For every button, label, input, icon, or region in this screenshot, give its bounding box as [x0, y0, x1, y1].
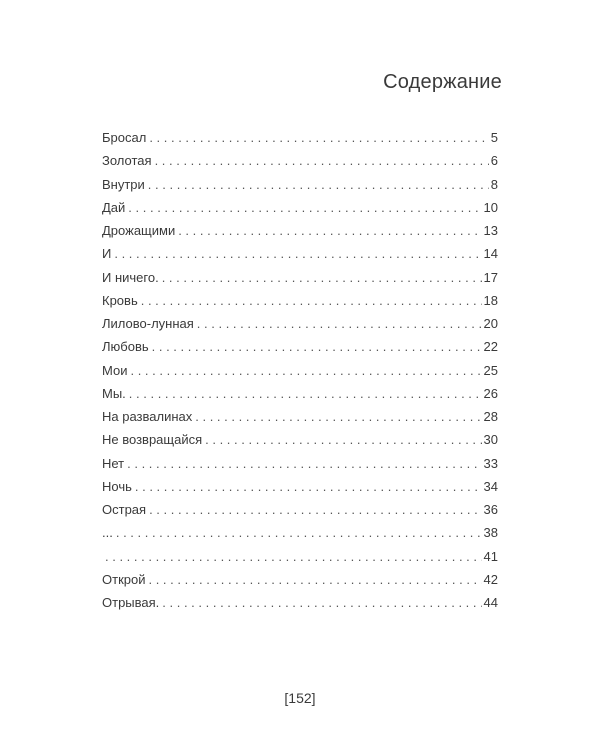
toc-entry-page: 38: [483, 525, 498, 541]
toc-entry: [102, 432, 498, 455]
toc-entry-page: 34: [483, 478, 498, 494]
dot-leader: [128, 200, 481, 215]
toc-entry-page: 13: [483, 223, 498, 238]
toc-entry: [102, 595, 498, 618]
toc-entry: [102, 200, 498, 223]
toc-entry: [102, 386, 498, 409]
toc-entry-page: 42: [483, 571, 498, 587]
toc-entry-page: 20: [483, 316, 498, 331]
dot-leader: [148, 177, 489, 192]
toc-entry: [102, 130, 498, 153]
toc-entry-page: 41: [483, 548, 498, 564]
toc-entry-title: И: [102, 246, 112, 262]
toc-entry-title: Открой: [102, 571, 146, 587]
dot-leader: [155, 153, 489, 168]
toc-entry: [102, 316, 498, 339]
dot-leader: [205, 432, 481, 447]
toc-entry: [102, 153, 498, 176]
table-of-contents: [102, 130, 498, 618]
toc-entry-page: 8: [490, 176, 498, 192]
toc-entry-page: 44: [483, 595, 498, 610]
toc-entry-title: Нет: [102, 455, 125, 471]
toc-entry-title: Бросал: [102, 130, 147, 145]
dot-leader: [195, 409, 481, 424]
page-title: Содержание: [383, 71, 502, 93]
toc-entry-title: Отрывая.: [102, 595, 160, 610]
toc-entry-title: ...: [102, 525, 113, 541]
dot-leader: [197, 316, 482, 331]
toc-entry: [102, 270, 498, 293]
dot-leader: [116, 525, 482, 540]
toc-entry-title: Острая: [102, 502, 147, 517]
toc-entry-title: На развалинах: [102, 409, 193, 424]
toc-entry: [102, 525, 498, 548]
toc-entry: [102, 502, 498, 525]
toc-entry-page: 28: [483, 409, 498, 424]
toc-entry-title: Дай: [102, 199, 126, 215]
toc-entry-page: 22: [483, 339, 498, 355]
toc-entry-title: Не возвращайся: [102, 432, 203, 448]
toc-entry-title: Внутри: [102, 176, 145, 192]
toc-entry-page: 26: [483, 385, 498, 401]
dot-leader: [148, 572, 481, 587]
toc-entry-title: И ничего.: [102, 269, 159, 285]
toc-entry: [102, 223, 498, 246]
toc-entry: [102, 293, 498, 316]
dot-leader: [135, 479, 482, 494]
toc-entry-title: Ночь: [102, 478, 132, 494]
dot-leader: [127, 456, 481, 471]
toc-entry-page: 18: [483, 292, 498, 308]
dot-leader: [105, 549, 482, 564]
toc-entry-page: 25: [483, 362, 498, 378]
toc-entry: [102, 572, 498, 595]
dot-leader: [149, 502, 481, 517]
dot-leader: [162, 595, 481, 610]
toc-entry-page: 33: [483, 455, 498, 471]
toc-entry-page: 6: [490, 153, 498, 169]
toc-entry-page: 17: [483, 269, 498, 285]
toc-entry: [102, 549, 498, 572]
toc-entry-page: 36: [483, 502, 498, 517]
toc-entry-title: Золотая: [102, 153, 152, 169]
toc-entry-title: Лилово-лунная: [102, 316, 194, 331]
toc-entry: [102, 409, 498, 432]
dot-leader: [162, 270, 482, 285]
toc-entry-title: Мы.: [102, 385, 126, 401]
toc-entry-page: 14: [483, 246, 498, 262]
toc-entry-page: 30: [483, 432, 498, 448]
toc-entry-page: 10: [483, 199, 498, 215]
toc-entry: [102, 363, 498, 386]
dot-leader: [130, 363, 481, 378]
dot-leader: [178, 223, 481, 238]
toc-entry-title: Мои: [102, 362, 128, 378]
dot-leader: [141, 293, 482, 308]
toc-entry-title: Кровь: [102, 292, 138, 308]
toc-entry: [102, 456, 498, 479]
toc-entry-title: Любовь: [102, 339, 149, 355]
dot-leader: [129, 386, 482, 401]
toc-entry: [102, 246, 498, 269]
toc-entry-title: Дрожащими: [102, 223, 176, 238]
dot-leader: [114, 246, 481, 261]
toc-entry: [102, 479, 498, 502]
toc-entry: [102, 177, 498, 200]
dot-leader: [152, 339, 482, 354]
toc-entry: [102, 339, 498, 362]
toc-entry-page: 5: [490, 130, 498, 145]
page-number: [152]: [284, 690, 316, 706]
dot-leader: [149, 130, 488, 145]
